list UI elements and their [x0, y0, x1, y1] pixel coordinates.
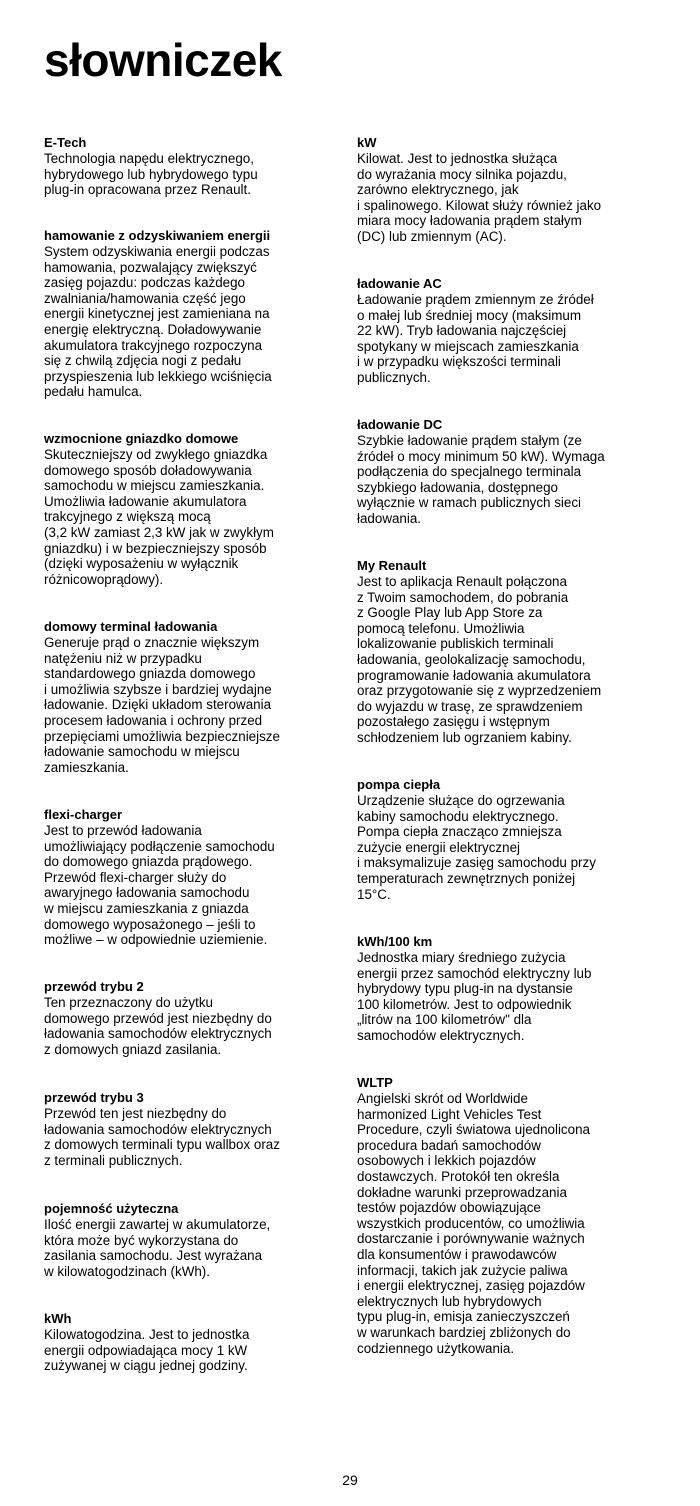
page-number: 29	[342, 1472, 358, 1488]
glossary-definition: Angielski skrót od Worldwide harmonized Light Vehicles Test Procedure, czyli światowa ujednolicona procedura badań samochodów osobowych i lekkich pojazdów dostawczych. Protokół ten określa dokładne warunki przeprowadzania testów pojazdów obowiązujące wszystkich producentów, co umożliwia dostarczanie i porównywanie ważnych dla konsumentów i prawodawców informacji, takich jak zużycie paliwa i energii elektrycznej, zasięg pojazdów elektrycznych lub hybrydowych typu plug-in, emisja zanieczyszczeń w warunkach bardziej zbliżonych do codziennego użytkowania.	[357, 1091, 590, 1356]
glossary-term: wzmocnione gniazdko domowe	[44, 431, 239, 446]
glossary-term: flexi-charger	[44, 807, 123, 822]
glossary-definition: Ładowanie prądem zmiennym ze źródeł o małej lub średniej mocy (maksimum 22 kW). Tryb ładowania najczęściej spotykany w miejscach zamieszkania i w przypadku większości terminali publicznych.	[357, 292, 594, 385]
glossary-term: hamowanie z odzyskiwaniem energii	[44, 228, 271, 243]
glossary-definition: Generuje prąd o znacznie większym natężeniu niż w przypadku standardowego gniazda domowego i umożliwia szybsze i bardziej wydajne ładowanie. Dzięki układom sterowania procesem ładowania i ochrony przed przepięciami umożliwia bezpieczniejsze ładowanie samochodu w miejscu zamieszkania.	[44, 635, 280, 775]
glossary-term: domowy terminal ładowania	[44, 619, 218, 634]
glossary-entry-kw	[357, 135, 667, 245]
page-title: słowniczek	[44, 34, 282, 86]
glossary-entry-wzmocnione-gniazdko	[44, 431, 342, 587]
glossary-entry-domowy-terminal	[44, 619, 342, 775]
glossary-term: przewód trybu 2	[44, 979, 144, 994]
glossary-definition: Urządzenie służące do ogrzewania kabiny samochodu elektrycznego. Pompa ciepła znacząco zmniejsza zużycie energii elektrycznej i maksymalizuje zasięg samochodu przy temperaturach zewnętrznych poniżej 15°C.	[357, 793, 596, 902]
glossary-definition: Jest to aplikacja Renault połączona z Twoim samochodem, do pobrania z Google Play lub App Store za pomocą telefonu. Umożliwia lokalizowanie publiskich terminali ładowania, geolokalizację samochodu, programowanie ładowania akumulatora oraz przygotowanie się z wyprzedzeniem do wyjazdu w trasę, ze sprawdzeniem pozostałego zasięgu i wstępnym schłodzeniem lub ogrzaniem kabiny.	[357, 574, 602, 745]
glossary-definition: Kilowat. Jest to jednostka służąca do wyrażania mocy silnika pojazdu, zarówno elektrycznego, jak i spalinowego. Kilowat służy również jako miara mocy ładowania prądem stałym (DC) lub zmiennym (AC).	[357, 151, 602, 244]
glossary-definition: Technologia napędu elektrycznego, hybrydowego lub hybrydowego typu plug-in opracowana przez Renault.	[44, 151, 258, 198]
glossary-entry-flexi-charger	[44, 807, 342, 948]
glossary-definition: Skuteczniejszy od zwykłego gniazdka domowego sposób doładowywania samochodu w miejscu zamieszkania. Umożliwia ładowanie akumulatora trakcyjnego z większą mocą (3,2 kW zamiast 2,3 kW jak w zwykłym gniazdku) i w bezpieczniejszy sposób (dzięki wyposażeniu w wyłącznik różnicowoprądowy).	[44, 447, 274, 587]
glossary-term: ładowanie DC	[357, 417, 443, 432]
glossary-term: E-Tech	[44, 135, 87, 150]
glossary-entry-ladowanie-ac	[357, 276, 667, 386]
glossary-entry-kwh	[44, 1311, 342, 1374]
glossary-term: przewód trybu 3	[44, 1090, 144, 1105]
glossary-term: kWh	[44, 1311, 72, 1326]
glossary-term: pompa ciepła	[357, 777, 441, 792]
glossary-term: My Renault	[357, 558, 427, 573]
glossary-entry-kwh-100km	[357, 934, 667, 1044]
glossary-entry-ladowanie-dc	[357, 417, 667, 527]
glossary-definition: Kilowatogodzina. Jest to jednostka energii odpowiadająca mocy 1 kW zużywanej w ciągu jednej godziny.	[44, 1327, 250, 1374]
glossary-definition: Jest to przewód ładowania umożliwiający podłączenie samochodu do domowego gniazda prądowego. Przewód flexi-charger służy do awaryjnego ładowania samochodu w miejscu zamieszkania z gniazda domowego wyposażonego – jeśli to możliwe – w odpowiednie uziemienie.	[44, 823, 275, 948]
glossary-entry-my-renault	[357, 558, 667, 746]
glossary-definition: Ilość energii zawartej w akumulatorze, która może być wykorzystana do zasilania samochodu. Jest wyrażana w kilowatogodzinach (kWh).	[44, 1217, 271, 1279]
glossary-definition: Szybkie ładowanie prądem stałym (ze źródeł o mocy minimum 50 kW). Wymaga podłączenia do specjalnego terminala szybkiego ładowania, dostępnego wyłącznie w ramach publicznych sieci ładowania.	[357, 433, 605, 526]
glossary-entry-hamowanie	[44, 228, 342, 400]
glossary-term: kWh/100 km	[357, 934, 433, 949]
glossary-entry-pompa-ciepla	[357, 777, 667, 902]
glossary-entry-e-tech	[44, 135, 342, 198]
glossary-entry-wltp	[357, 1075, 667, 1356]
glossary-definition: Przewód ten jest niezbędny do ładowania samochodów elektrycznych z domowych terminali typu wallbox oraz z terminali publicznych.	[44, 1106, 280, 1168]
glossary-definition: System odzyskiwania energii podczas hamowania, pozwalający zwiększyć zasięg pojazdu: podczas każdego zwalniania/hamowania część jego energii kinetycznej jest zamieniana na energię elektryczną. Doładowywanie akumulatora trakcyjnego rozpoczyna się z chwilą zdjęcia nogi z pedału przyspieszenia lub lekkiego wciśnięcia pedału hamulca.	[44, 244, 272, 400]
glossary-term: kW	[357, 135, 377, 150]
glossary-term: ładowanie AC	[357, 276, 442, 291]
glossary-definition: Ten przeznaczony do użytku domowego przewód jest niezbędny do ładowania samochodów elektrycznych z domowych gniazd zasilania.	[44, 995, 272, 1057]
glossary-entry-przewod-trybu-3	[44, 1090, 342, 1168]
glossary-definition: Jednostka miary średniego zużycia energii przez samochód elektryczny lub hybrydowy typu plug-in na dystansie 100 kilometrów. Jest to odpowiednik „litrów na 100 kilometrów" dla samochodów elektrycznych.	[357, 950, 592, 1043]
glossary-entry-przewod-trybu-2	[44, 979, 342, 1057]
glossary-term: WLTP	[357, 1075, 393, 1090]
glossary-term: pojemność użyteczna	[44, 1201, 179, 1216]
glossary-entry-pojemnosc-uzyteczna	[44, 1201, 342, 1279]
